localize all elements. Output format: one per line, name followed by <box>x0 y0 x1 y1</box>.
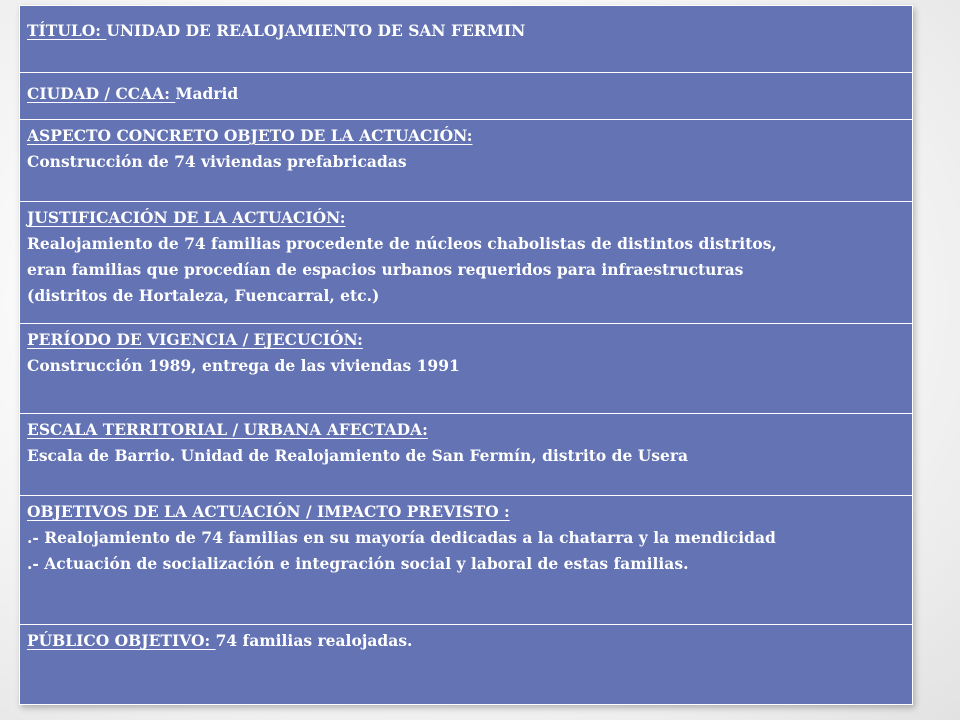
cell-objectives <box>20 496 913 625</box>
cell-title <box>20 6 913 73</box>
scale-line-1: Escala de Barrio. Unidad de Realojamiento de San Fermín, distrito de Usera <box>27 446 689 466</box>
row-period <box>20 324 913 414</box>
cell-audience <box>20 625 913 705</box>
justification-line-2: eran familias que procedían de espacios urbanos requeridos para infraestructuras <box>27 260 744 280</box>
scale-label: ESCALA TERRITORIAL / URBANA AFECTADA: <box>27 420 428 440</box>
title-value: UNIDAD DE REALOJAMIENTO DE SAN FERMIN <box>106 21 526 40</box>
justification-line-3: (distritos de Hortaleza, Fuencarral, etc.) <box>27 286 380 306</box>
objectives-line-1: .- Realojamiento de 74 familias en su mayoría dedicadas a la chatarra y la mendicidad <box>27 528 776 548</box>
cell-city <box>20 72 913 119</box>
period-line-1: Construcción 1989, entrega de las viviendas 1991 <box>27 356 460 376</box>
aspect-label: ASPECTO CONCRETO OBJETO DE LA ACTUACIÓN: <box>27 125 473 145</box>
justification-label: JUSTIFICACIÓN DE LA ACTUACIÓN: <box>27 208 346 228</box>
audience-value: 74 familias realojadas. <box>215 631 413 651</box>
justification-line-1: Realojamiento de 74 familias procedente de núcleos chabolistas de distintos distritos, <box>27 234 777 254</box>
row-title <box>20 6 913 73</box>
objectives-label: OBJETIVOS DE LA ACTUACIÓN / IMPACTO PREVISTO : <box>27 502 510 522</box>
cell-period <box>20 324 913 414</box>
objectives-line-2: .- Actuación de socialización e integración social y laboral de estas familias. <box>27 554 689 574</box>
period-label: PERÍODO DE VIGENCIA / EJECUCIÓN: <box>27 330 363 350</box>
row-audience <box>20 625 913 705</box>
title-label: TÍTULO: <box>27 21 107 40</box>
row-objectives <box>20 496 913 625</box>
cell-aspect <box>20 119 913 202</box>
cell-scale <box>20 414 913 496</box>
row-justification <box>20 202 913 324</box>
audience-label: PÚBLICO OBJETIVO: <box>27 631 216 651</box>
city-label: CIUDAD / CCAA: <box>27 83 176 103</box>
city-value: Madrid <box>175 83 239 103</box>
row-scale <box>20 414 913 496</box>
project-sheet-table <box>19 5 913 705</box>
row-aspect <box>20 119 913 202</box>
aspect-line-1: Construcción de 74 viviendas prefabricadas <box>27 151 407 171</box>
row-city <box>20 72 913 119</box>
cell-justification <box>20 202 913 324</box>
